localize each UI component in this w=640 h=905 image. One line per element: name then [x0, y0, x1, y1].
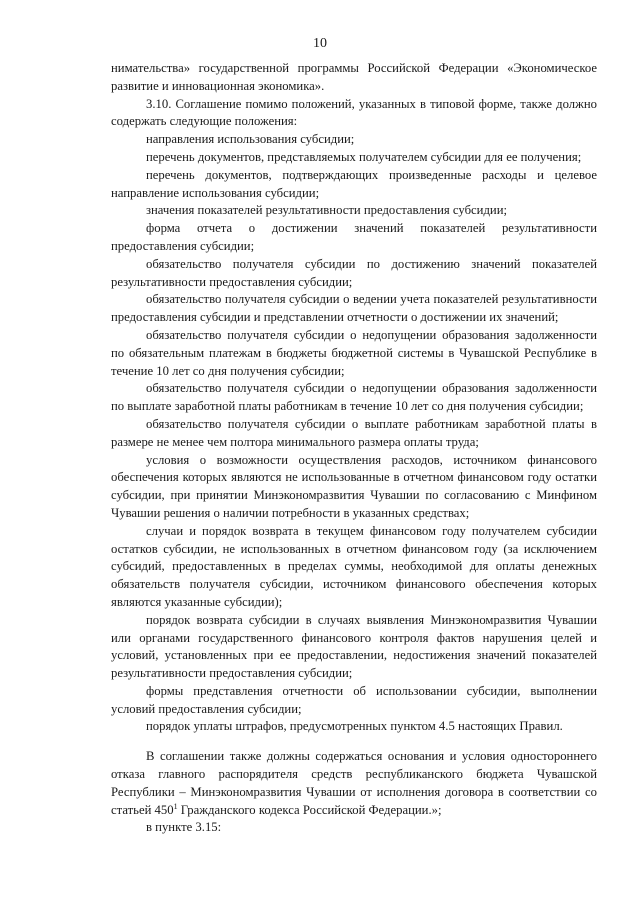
paragraph-clause-3-15: в пункте 3.15:	[146, 820, 222, 835]
list-item-accounting-obligation: обязательство получателя субсидии о ведении учета показателей результативности предоставления субсидии и представлении отчетности о достижении их значений;	[111, 292, 597, 325]
document-body	[111, 60, 597, 837]
list-item-expense-documents: перечень документов, подтверждающих произведенные расходы и целевое направление использования субсидии;	[111, 167, 597, 200]
page-number: 10	[313, 36, 327, 51]
refusal-text-end: Гражданского кодекса Российской Федерации.»;	[177, 802, 442, 817]
list-item-documents-list: перечень документов, представляемых получателем субсидии для ее получения;	[146, 149, 582, 164]
list-item-reporting-forms: формы представления отчетности об использовании субсидии, выполнении условий предоставления субсидии;	[111, 683, 597, 716]
list-item-minimum-wage-obligation: обязательство получателя субсидии о выплате работникам заработной платы в размере не менее чем полтора минимального размера оплаты труда;	[111, 416, 597, 449]
list-item-return-cases: случаи и порядок возврата в текущем финансовом году получателем субсидии остатков субсидии, не использованных в отчетном финансовом году (за исключением субсидий, предоставленных в пределах суммы, необходимой для оплаты денежных обязательств получателя субсидии, источником финансового обеспечения которых являются указанные субсидии);	[111, 523, 597, 609]
refusal-text: В соглашении также должны содержаться основания и условия одностороннего отказа главного распорядителя средств республиканского бюджета Чувашской Республики – Минэкономразвития Чувашии от исполнения договора в соответствии со статьей 450	[111, 749, 597, 817]
list-item-tax-debt-obligation: обязательство получателя субсидии о недопущении образования задолженности по обязательным платежам в бюджеты бюджетной системы в Чувашской Республике в течение 10 лет со дня получения субсидии;	[111, 327, 597, 378]
list-item-subsidy-directions: направления использования субсидии;	[146, 132, 355, 147]
list-item-indicator-obligation: обязательство получателя субсидии по достижению значений показателей результативности предоставления субсидии;	[111, 256, 597, 289]
list-item-return-procedure: порядок возврата субсидии в случаях выявления Минэкономразвития Чувашии или органами государственного финансового контроля фактов нарушения целей и условий, установленных при ее предоставлении, недостижения значений показателей результативности предоставления субсидии;	[111, 612, 597, 681]
list-item-indicator-values: значения показателей результативности предоставления субсидии;	[146, 203, 508, 218]
paragraph-continuation: нимательства» государственной программы Российской Федерации «Экономическое развитие и инновационная экономика».	[111, 61, 597, 93]
list-item-wage-debt-obligation: обязательство получателя субсидии о недопущении образования задолженности по выплате заработной платы работникам в течение 10 лет со дня получения субсидии;	[111, 381, 597, 414]
list-item-remaining-funds-conditions: условия о возможности осуществления расходов, источником финансового обеспечения которых являются не использованные в отчетном финансовом году остатки субсидии, при принятии Минэкономразвития Чувашии по согласованию с Минфином Чувашии решения о наличии потребности в указанных средствах;	[111, 452, 597, 520]
superscript-one: 1	[173, 801, 178, 811]
paragraph-unilateral-refusal	[111, 748, 597, 819]
list-item-penalties: порядок уплаты штрафов, предусмотренных пунктом 4.5 настоящих Правил.	[146, 719, 563, 734]
paragraph-clause-3-10: 3.10. Соглашение помимо положений, указанных в типовой форме, также должно содержать следующие положения:	[111, 96, 597, 129]
list-item-report-form: форма отчета о достижении значений показателей результативности предоставления субсидии;	[111, 221, 597, 253]
